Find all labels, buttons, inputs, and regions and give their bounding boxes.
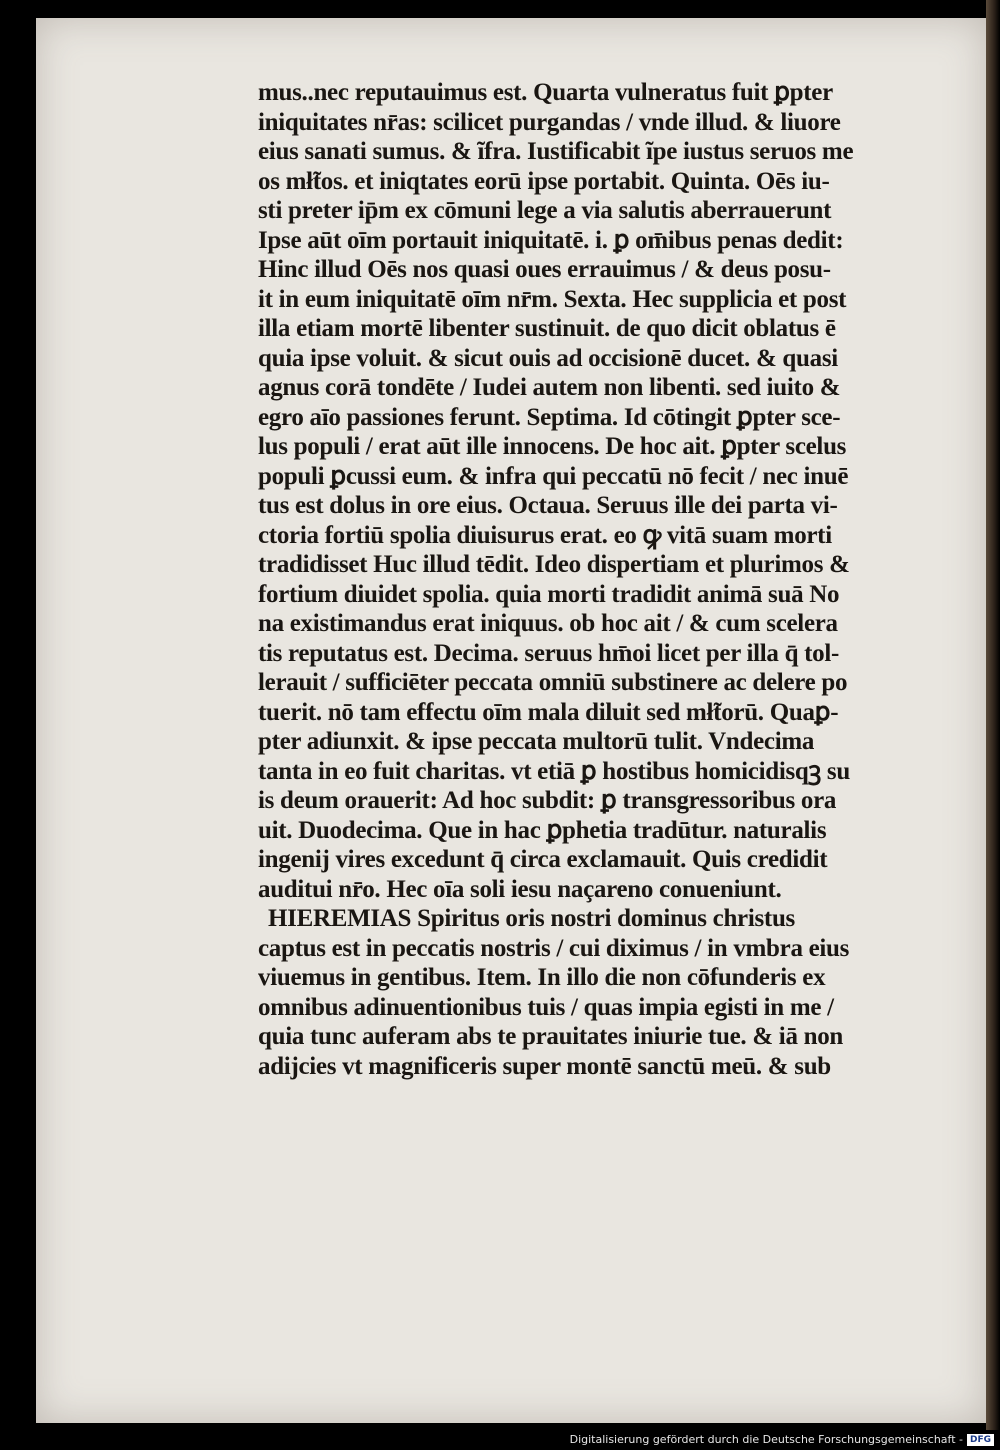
text-line: tus est dolus in ore eius. Octaua. Seruus ille dei parta vi- [258,492,838,519]
text-line: uit. Duodecima. Que in hac ꝑphetia tradūtur. naturalis [258,816,827,844]
text-line: illa etiam mortē libenter sustinuit. de quo dicit oblatus ē [258,315,836,342]
text-line: ctoria fortiū spolia diuisurus erat. eo ꝙ vitā suam morti [258,521,832,549]
text-line: lerauit / sufficiēter peccata omniū substinere ac delere po [258,669,848,696]
text-line: tis reputatus est. Decima. seruus hm̄oi licet per illa q̄ tol- [258,639,840,667]
text-line: Ipse aūt oīm portauit iniquitatē. i. ꝑ om̄ibus penas dedit: [258,226,844,254]
digitization-footer [0,1430,1000,1450]
text-line: tradidisset Huc illud tēdit. Ideo dispertiam et plurimos & [258,551,850,578]
text-line: Hinc illud Oēs nos quasi oues errauimus / & deus posu- [258,256,831,283]
text-line: quia tunc auferam abs te prauitates iniurie tue. & iā non [258,1023,844,1050]
text-line: eius sanati sumus. & ĩfra. Iustificabit ĩpe iustus seruos me [258,138,854,165]
page-edge [986,0,1000,1430]
text-line: populi ꝑcussi eum. & infra qui peccatū nō fecit / nec inuē [258,462,849,490]
text-line: omnibus adinuentionibus tuis / quas impia egisti in me / [258,993,834,1021]
text-line: lus populi / erat aūt ille innocens. De hoc ait. ꝑpter scelus [258,433,847,460]
text-line: egro aīo passiones ferunt. Septima. Id cōtingit ꝑpter sce- [258,403,841,431]
text-line: iniquitates nr̄as: scilicet purgandas / vnde illud. & liuore [258,108,841,136]
text-line: auditui nr̄o. Hec oīa soli iesu naçareno conueniunt. [258,875,782,903]
text-line: tanta in eo fuit charitas. vt etiā ꝑ hostibus homicidisqꝫ su [258,757,850,785]
text-line: tuerit. nō tam effectu oīm mala diluit sed mł̃torū. Quaꝑ- [258,698,839,726]
text-line: adijcies vt magnificeris super montē sanctū meū. & sub [258,1052,831,1080]
text-line: fortium diuidet spolia. quia morti tradidit animā suā No [258,580,840,608]
text-line: ingenij vires excedunt q̄ circa exclamauit. Quis credidit [258,846,828,873]
footer-credit: Digitalisierung gefördert durch die Deutsche Forschungsgemeinschaft - [569,1433,963,1446]
text-line: os mł̃tos. et iniqtates eorū ipse portabit. Quinta. Oēs iu- [258,167,830,195]
page-text [258,78,928,1081]
text-line: is deum orauerit: Ad hoc subdit: ꝑ transgressoribus ora [258,787,837,814]
text-line: pter adiunxit. & ipse peccata multorū tulit. Vndecima [258,728,815,755]
text-line: sti preter ip̄m ex cōmuni lege a via salutis aberrauerunt [258,197,832,224]
text-line: quia ipse voluit. & sicut ouis ad occisionē ducet. & quasi [258,344,838,372]
text-line: viuemus in gentibus. Item. In illo die non cōfunderis ex [258,964,826,991]
text-line: mus..nec reputauimus est. Quarta vulneratus fuit ꝑpter [258,79,833,106]
text-line: captus est in peccatis nostris / cui diximus / in vmbra eius [258,934,850,962]
text-line: na existimandus erat iniquus. ob hoc ait / & cum scelera [258,610,838,637]
text-line: agnus corā tondēte / Iudei autem non libenti. sed iuito & [258,374,841,401]
text-line: it in eum iniquitatē oīm nr̄m. Sexta. Hec supplicia et post [258,285,847,313]
dfg-logo-icon: DFG [967,1434,994,1446]
text-line: HIEREMIAS Spiritus oris nostri dominus christus [268,905,795,932]
